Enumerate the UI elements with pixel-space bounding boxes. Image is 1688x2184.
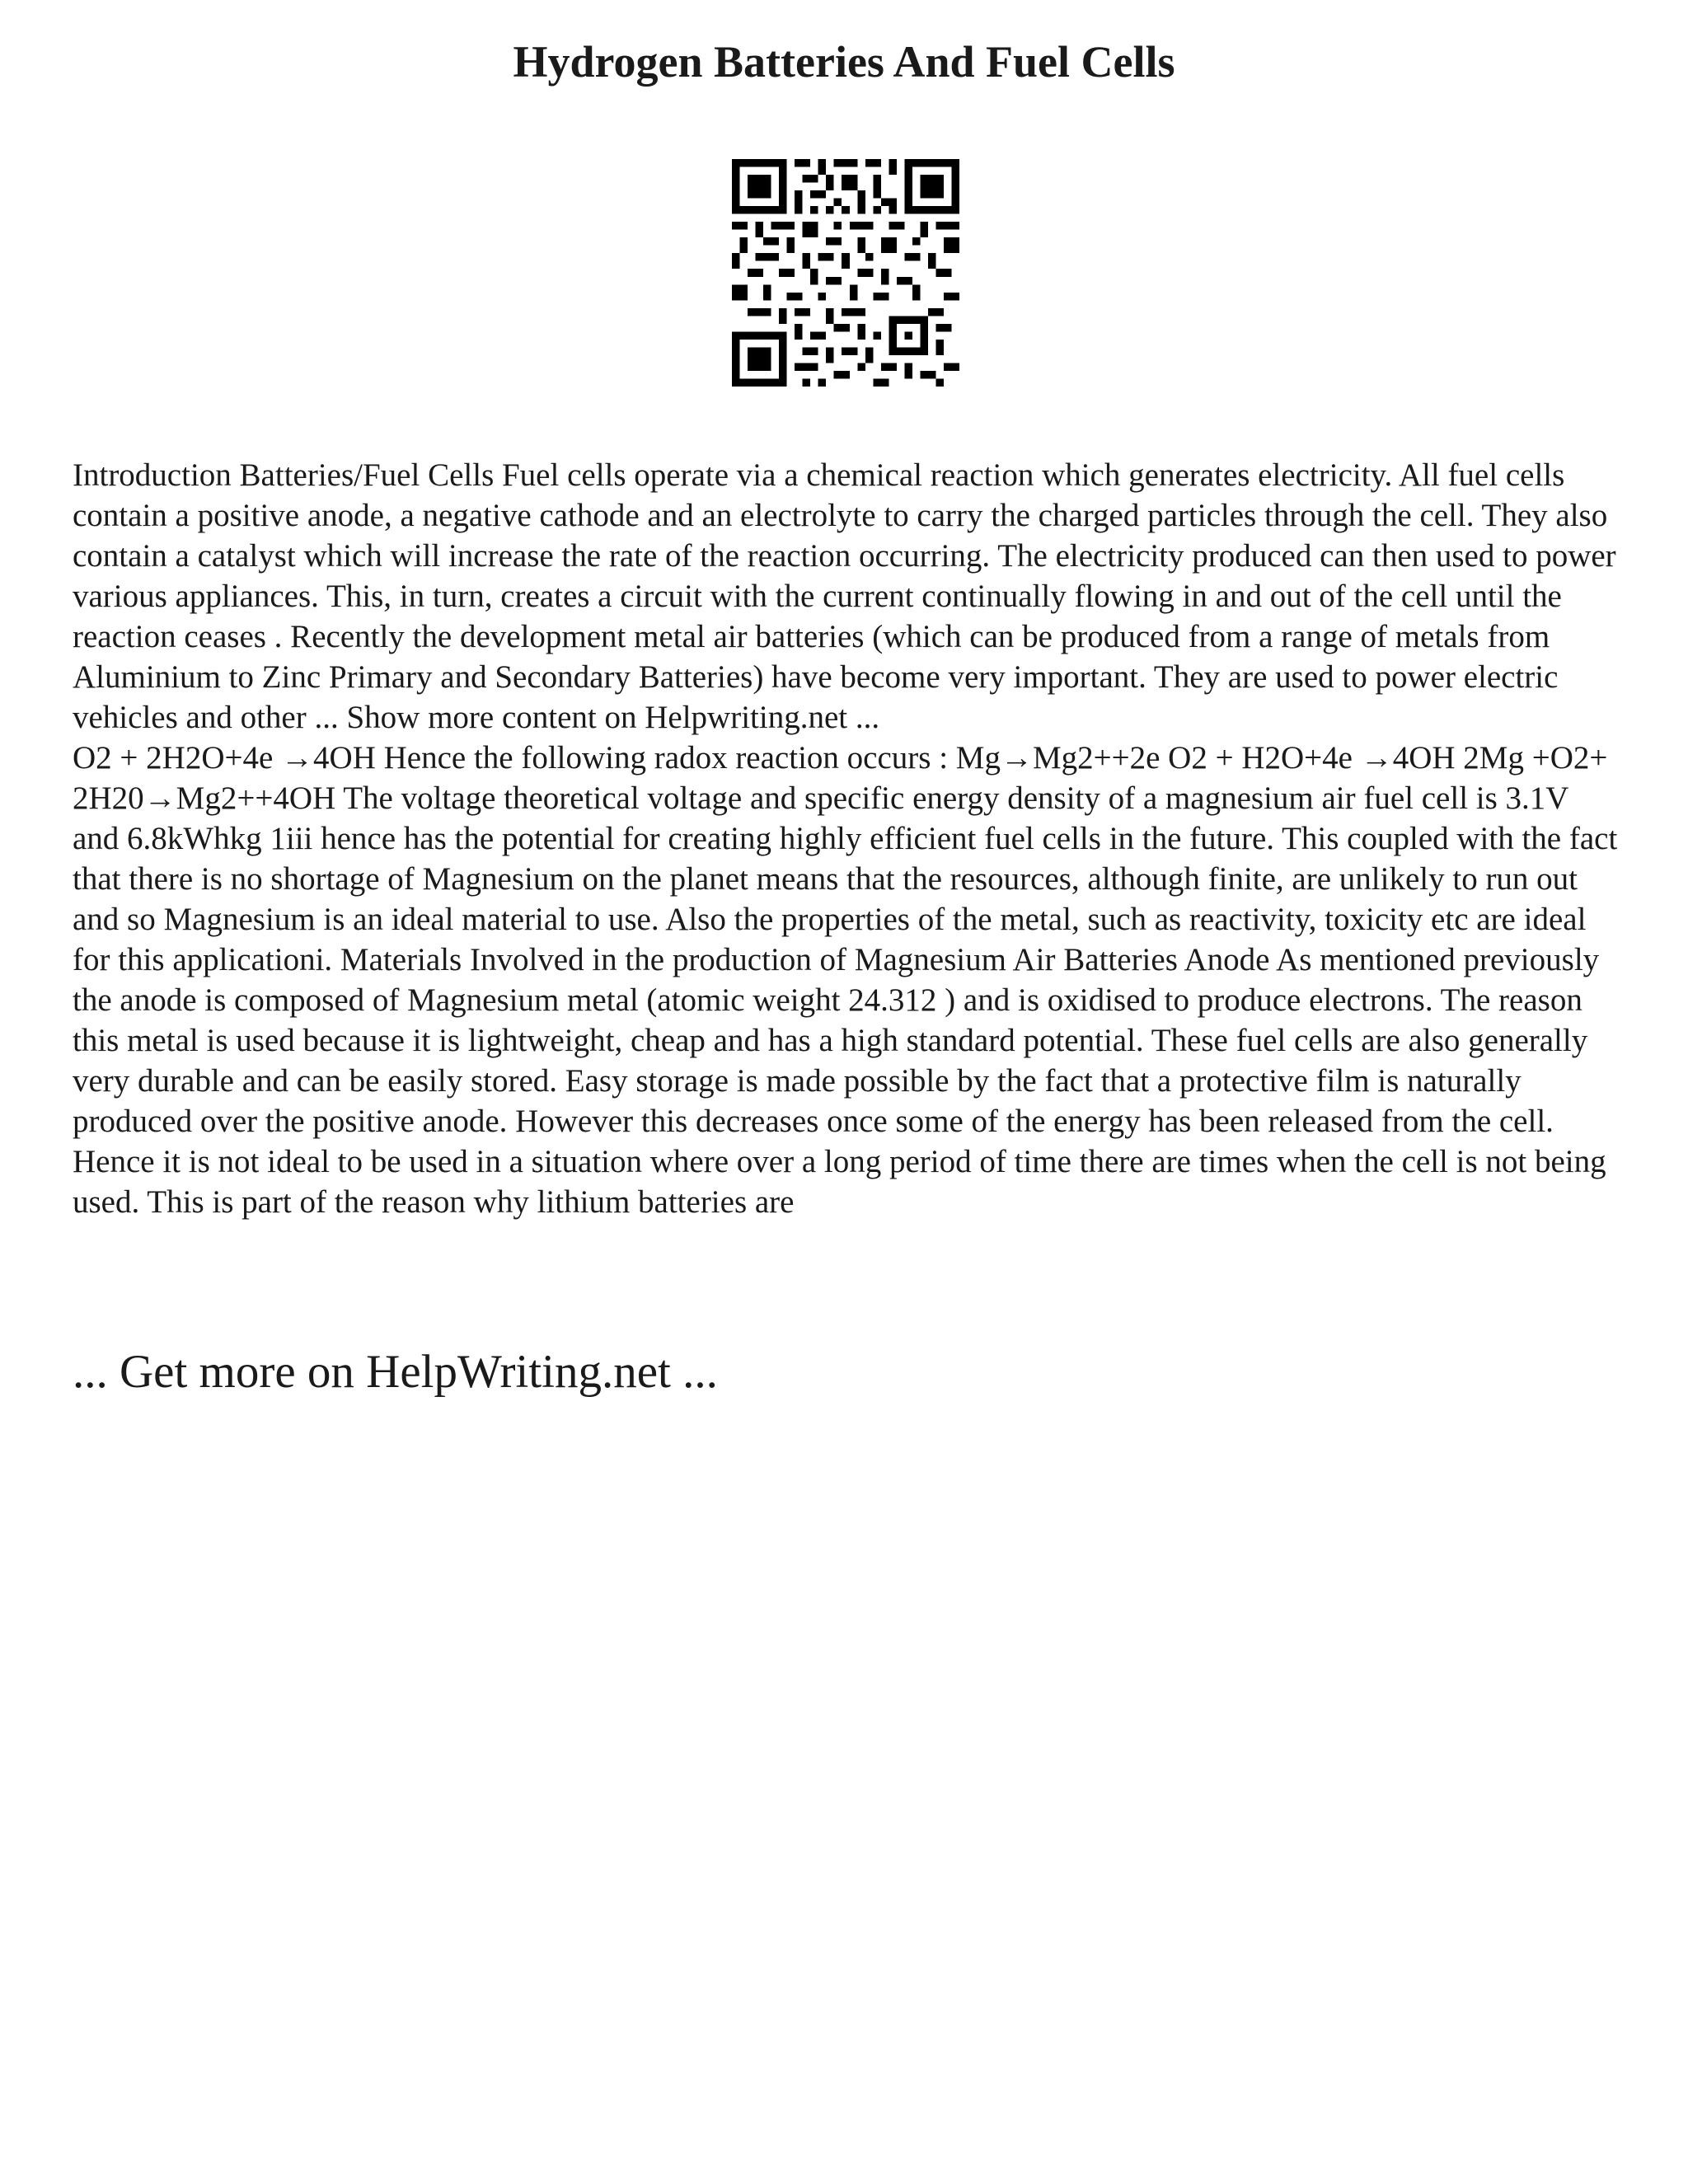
page-title: Hydrogen Batteries And Fuel Cells: [513, 37, 1175, 87]
body-paragraph: O2 + 2H2O+4e →4OH Hence the following radox reaction occurs : Mg→Mg2++2e O2 + H2O+4e →4OH 2Mg +O2+ 2H20→Mg2++4OH The voltage theoretical voltage and specific energy density of a magnesium air fuel cell is 3.1V and 6.8kWhkg 1iii hence has the potential for creating highly efficient fuel cells in the future. This coupled with the fact that there is no shortage of Magnesium on the planet means that the resources, although finite, are unlikely to run out and so Magnesium is an ideal material to use. Also the properties of the metal, such as reactivity, toxicity etc are ideal for this applicationi. Materials Involved in the production of Magnesium Air Batteries Anode As mentioned previously the anode is composed of Magnesium metal (atomic weight 24.312 ) and is oxidised to produce electrons. The reason this metal is used because it is lightweight, cheap and has a high standard potential. These fuel cells are also generally very durable and can be easily stored. Easy storage is made possible by the fact that a protective film is naturally produced over the positive anode. However this decreases once some of the energy has been released from the cell. Hence it is not ideal to be used in a situation where over a long period of time there are times when the cell is not being used. This is part of the reason why lithium batteries are: [73, 740, 1618, 1220]
get-more-link[interactable]: ... Get more on HelpWriting.net ...: [73, 1346, 718, 1398]
body-paragraph: Introduction Batteries/Fuel Cells Fuel cells operate via a chemical reaction which generates electricity. All fuel cells contain a positive anode, a negative cathode and an electrolyte to carry the charged particles through the cell. They also contain a catalyst which will increase the rate of the reaction occurring. The electricity produced can then used to power various appliances. This, in turn, creates a circuit with the current continually flowing in and out of the cell until the reaction ceases . Recently the development metal air batteries (which can be produced from a range of metals from Aluminium to Zinc Primary and Secondary Batteries) have become very important. They are used to power electric vehicles and other ... Show more content on Helpwriting.net ...: [73, 457, 1616, 735]
article-body: [73, 455, 1622, 1222]
qr-code-icon: [732, 159, 959, 387]
qr-code-graphic: [732, 159, 959, 387]
